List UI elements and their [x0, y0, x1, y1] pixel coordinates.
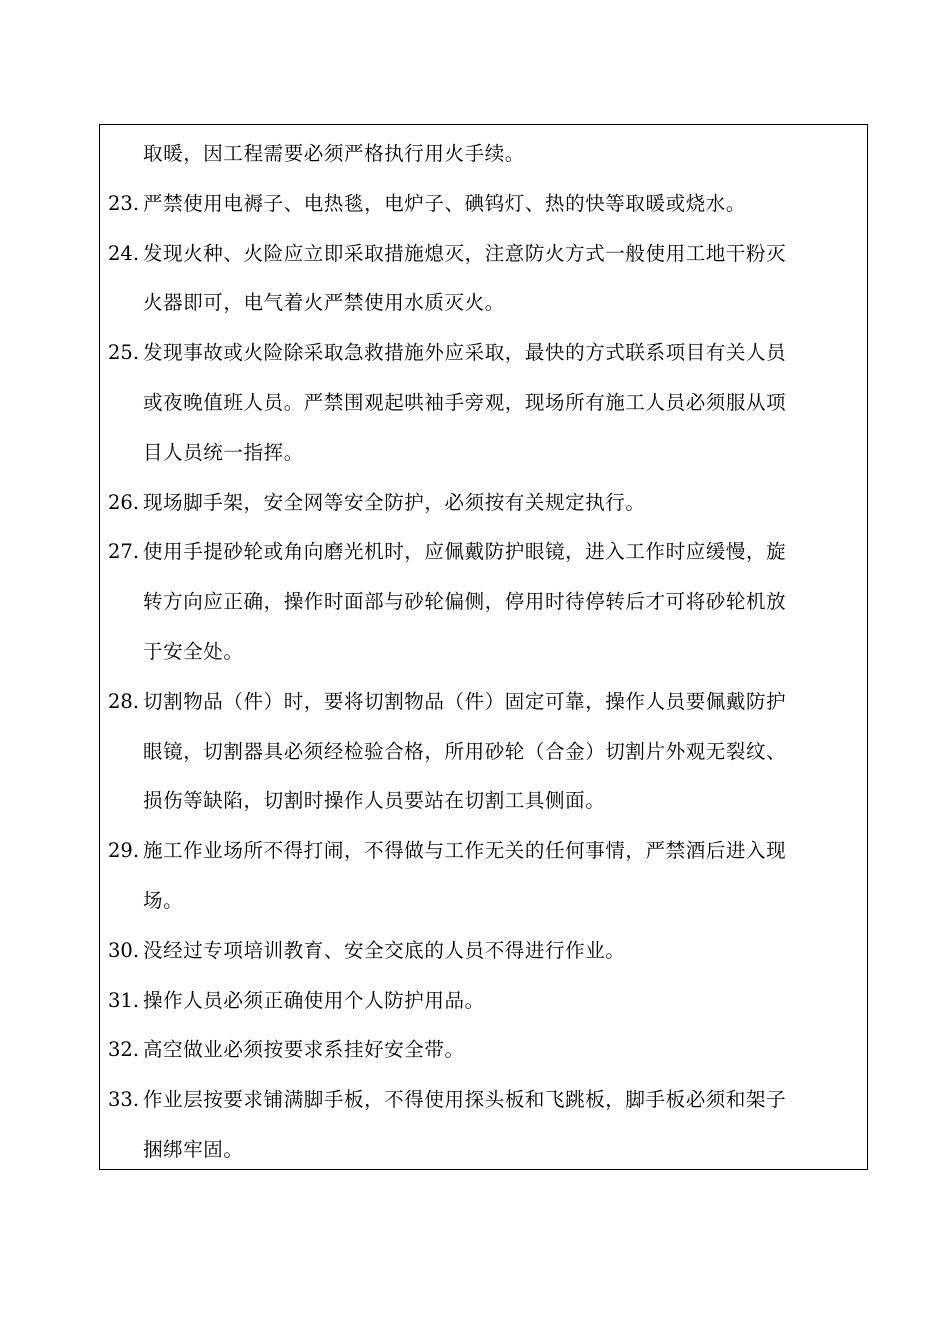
list-item-line	[100, 727, 868, 777]
item-text: 损伤等缺陷，切割时操作人员要站在切割工具侧面。	[143, 789, 606, 813]
item-number: 30.	[108, 938, 140, 962]
list-item-line	[100, 179, 868, 229]
item-text: 严禁使用电褥子、电热毯，电炉子、碘钨灯、热的快等取暖或烧水。	[143, 191, 747, 215]
list-item-line	[100, 976, 868, 1026]
list-item-line	[100, 677, 868, 727]
list-item-line	[100, 129, 868, 179]
list-item-line	[100, 378, 868, 428]
item-number: 33.	[108, 1088, 140, 1112]
item-number: 31.	[108, 988, 140, 1012]
item-text: 没经过专项培训教育、安全交底的人员不得进行作业。	[143, 938, 626, 962]
list-item-line	[100, 1075, 868, 1125]
item-text: 目人员统一指挥。	[143, 440, 304, 464]
item-text: 或夜晚值班人员。严禁围观起哄袖手旁观，现场所有施工人员必须服从项	[143, 391, 787, 414]
item-number: 27.	[108, 540, 140, 564]
list-item-line	[100, 926, 868, 976]
item-number: 28.	[108, 689, 140, 713]
item-number: 26.	[108, 490, 140, 514]
item-text: 转方向应正确，操作时面部与砂轮偏侧，停用时待停转后才可将砂轮机放	[143, 590, 787, 614]
item-text: 取暖，因工程需要必须严格执行用火手续。	[143, 142, 525, 165]
item-number: 29.	[108, 839, 140, 863]
item-text: 于安全处。	[143, 640, 244, 663]
item-text: 操作人员必须正确使用个人防护用品。	[143, 988, 485, 1012]
list-item-line	[100, 876, 868, 926]
item-text: 切割物品（件）时，要将切割物品（件）固定可靠，操作人员要佩戴防护	[143, 689, 787, 713]
list-item-line	[100, 776, 868, 826]
list-item-line	[100, 1125, 868, 1175]
list-item-line	[100, 478, 868, 528]
list-item-line	[100, 229, 868, 279]
item-number: 23.	[108, 191, 140, 215]
list-item-line	[100, 826, 868, 876]
item-text: 场。	[143, 889, 184, 912]
item-text: 现场脚手架，安全网等安全防护，必须按有关规定执行。	[143, 490, 646, 514]
item-number: 24.	[108, 241, 140, 265]
list-item-line	[100, 428, 868, 478]
item-text: 使用手提砂轮或角向磨光机时，应佩戴防护眼镜，进入工作时应缓慢，旋	[143, 540, 787, 564]
item-text: 火器即可，电气着火严禁使用水质灭火。	[143, 291, 505, 315]
list-item-line	[100, 577, 868, 627]
item-text: 高空做业必须按要求系挂好安全带。	[143, 1038, 465, 1062]
item-text: 眼镜，切割器具必须经检验合格，所用砂轮（合金）切割片外观无裂纹、	[143, 739, 787, 763]
item-text: 发现事故或火险除采取急救措施外应采取，最快的方式联系项目有关人员	[143, 341, 787, 365]
item-text: 施工作业场所不得打闹，不得做与工作无关的任何事情，严禁酒后进入现	[143, 839, 787, 863]
list-item-line	[100, 1025, 868, 1075]
item-text: 作业层按要求铺满脚手板，不得使用探头板和飞跳板，脚手板必须和架子	[143, 1088, 787, 1112]
item-text: 捆绑牢固。	[143, 1138, 244, 1161]
list-item-line	[100, 278, 868, 328]
list-item-line	[100, 527, 868, 577]
list-item-line	[100, 328, 868, 378]
list-item-line	[100, 627, 868, 677]
item-number: 32.	[108, 1038, 140, 1062]
item-text: 发现火种、火险应立即采取措施熄灭，注意防火方式一般使用工地干粉灭	[143, 241, 787, 265]
document-content-box	[99, 124, 868, 1170]
item-number: 25.	[108, 341, 140, 365]
